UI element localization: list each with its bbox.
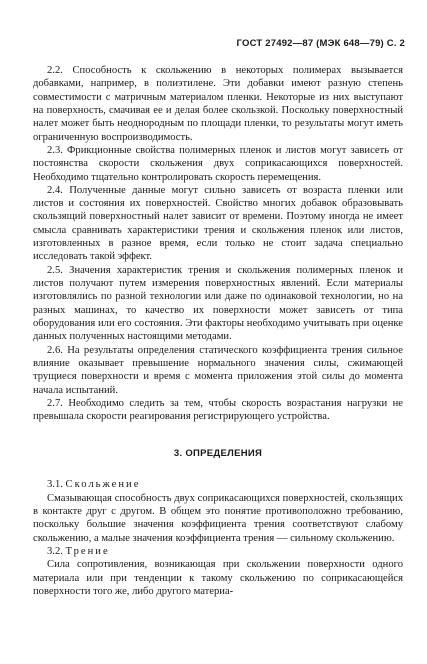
term-definition-sliding: Смазывающая способность двух соприкасающихся поверхностей, скользящих в контакте друг с другом. В общем это понятие противоположно требованию, поскольку большие значения коэффициента трения соответствуют слабому скольжению, а малые значения коэффициента трения — сильному скольжению.: [33, 492, 403, 544]
paragraph-2-5: 2.5. Значения характеристик трения и скольжения полимерных пленок и листов получают путем измерения поверхностных явлений. Если материалы изготовлялись по разной технологии или даже по одинаковой технологии, но на разных машинах, то качество их поверхности может зависеть от типа оборудования или его состояния. Эти факторы необходимо учитывать при оценке данных полученных настоящими методами.: [33, 264, 403, 343]
paragraph-2-4: 2.4. Полученные данные могут сильно зависеть от возраста пленки или листов и состояния их поверхностей. Свойство многих добавок образовывать скользящий поверхностный налет зависит от времени. Поэтому иногда не имеет смысла сравнивать характеристики трения и скольжения пленок или листов, изготовленных в разное время, если только не стоит задача специально исследовать такой эффект.: [33, 184, 403, 263]
term-heading-sliding: [33, 478, 403, 491]
page-header: ГОСТ 27492—87 (МЭК 648—79) С. 2: [236, 38, 405, 49]
term-number: 3.2.: [47, 546, 66, 557]
term-definition-friction: Сила сопротивления, возникающая при скольжении поверхности одного материала или при тенденции к такому скольжению по соприкасающейся поверхности того же, либо другого материа-: [33, 559, 403, 597]
term-heading-friction: [33, 545, 403, 558]
paragraph-2-6: 2.6. На результаты определения статического коэффициента трения сильное влияние оказывает превышение нормального значения силы, сжимающей трущиеся поверхности и время с момента приложения этой силы до момента начала испытаний.: [33, 344, 403, 396]
term-name: Трение: [65, 546, 110, 557]
paragraph-2-2: 2.2. Способность к скольжению в некоторых полимерах вызывается добавками, например, в полиэтилене. Эти добавки имеют разную степень совместимости с матричным материалом пленки. Некоторые из них выступают на поверхность, смачивая ее и делая более скользкой. Поскольку поверхностный налет может быть неоднородным по площади пленки, то результаты могут иметь ограниченную воспроизводимость.: [33, 65, 403, 143]
paragraph-2-3: 2.3. Фрикционные свойства полимерных пленок и листов могут зависеть от постоянства скорости скольжения двух соприкасающихся поверхностей. Необходимо тщательно контролировать скорость перемещения.: [33, 144, 403, 183]
paragraph-2-7: 2.7. Необходимо следить за тем, чтобы скорость возрастания нагрузки не превышала скорости реагирования регистрирующего устройства.: [33, 397, 403, 423]
term-number: 3.1.: [47, 479, 66, 491]
term-name: Скольжение: [65, 479, 141, 491]
document-body: [33, 64, 403, 598]
section-title: 3. ОПРЕДЕЛЕНИЯ: [173, 448, 263, 460]
